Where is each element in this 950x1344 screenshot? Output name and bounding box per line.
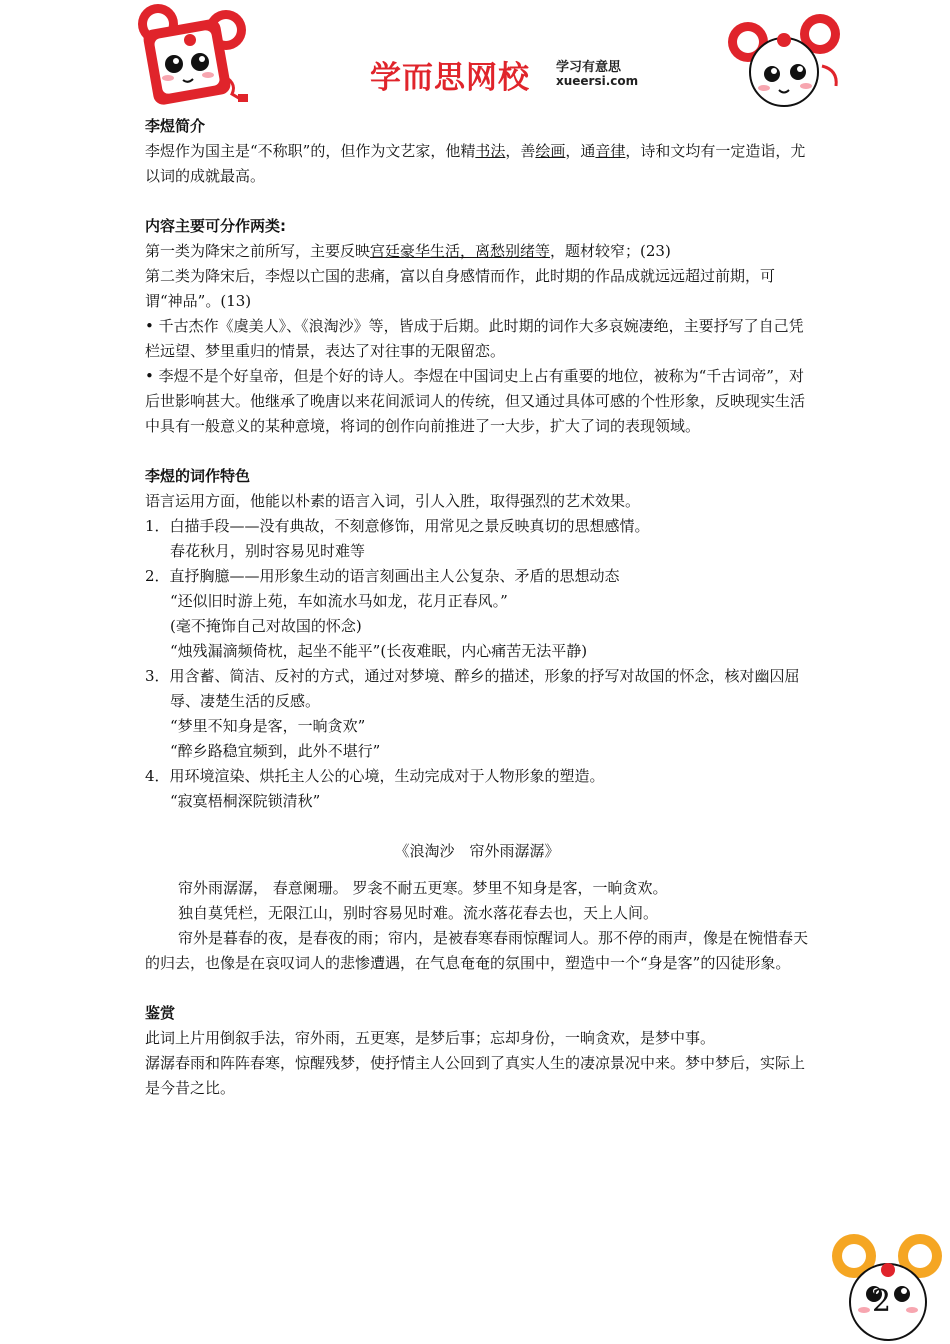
content-line-1-text: 第一类为降宋之前所写，主要反映 xyxy=(145,242,371,260)
poem-title: 《浪淘沙 帘外雨潺潺》 xyxy=(394,842,560,860)
feature-item-3-example-1: “梦里不知身是客，一晌贪欢” xyxy=(170,717,366,735)
document-body xyxy=(145,114,809,1101)
feature-item-1-example: 春花秋月，别时容易见时难等 xyxy=(170,542,366,560)
section-title-features: 李煜的词作特色 xyxy=(145,467,251,485)
section-title-appreciation: 鉴赏 xyxy=(145,1004,176,1022)
appreciation-paragraph-1: 此词上片用倒叙手法，帘外雨，五更寒，是梦后事；忘却身份，一晌贪欢，是梦中事。 xyxy=(145,1029,716,1047)
intro-paragraph xyxy=(145,139,809,189)
intro-underline-music: 音律 xyxy=(595,142,626,160)
intro-underline-painting: 绘画 xyxy=(535,142,566,160)
brand-logo xyxy=(370,50,660,94)
poem-line-1: 帘外雨潺潺， 春意阑珊。 罗衾不耐五更寒。梦里不知身是客，一晌贪欢。 xyxy=(178,879,668,897)
feature-item-2-example-3: “烛残漏滴频倚枕，起坐不能平”(长夜难眠，内心痛苦无法平静) xyxy=(170,642,588,660)
logo-url: xueersi.com xyxy=(556,74,639,88)
logo-tagline: 学习有意思 xyxy=(556,60,622,75)
content-line-1-tail: ，题材较窄；(23) xyxy=(550,242,671,260)
feature-item-4: 4．用环境渲染、烘托主人公的心境，生动完成对于人物形象的塑造。 xyxy=(145,767,605,785)
section-title-intro: 李煜简介 xyxy=(145,117,206,135)
feature-item-2-example-1: “还似旧时游上苑，车如流水马如龙，花月正春风。” xyxy=(170,592,508,610)
feature-item-1: 1．白描手段——没有典故，不刻意修饰，用常见之景反映真切的思想感情。 xyxy=(145,517,650,535)
content-bullet-2: • 李煜不是个好皇帝，但是个好的诗人。李煜在中国词史上占有重要的地位，被称为“千古词帝”，对后世影响甚大。他继承了晚唐以来花间派词人的传统，但又通过具体可感的个性形象，反映现实生活中具有一般意义的某种意境，将词的创作向前推进了一大步，扩大了词的表现领域。 xyxy=(145,367,806,435)
intro-text-2: ，善 xyxy=(505,142,536,160)
appreciation-paragraph-2: 潺潺春雨和阵阵春寒，惊醒残梦，使抒情主人公回到了真实人生的凄凉景况中来。梦中梦后，实际上是今昔之比。 xyxy=(145,1054,806,1097)
intro-text-3: ，通 xyxy=(565,142,596,160)
feature-item-2: 2．直抒胸臆——用形象生动的语言刻画出主人公复杂、矛盾的思想动态 xyxy=(145,567,620,585)
logo-main-text: 学而思网校 xyxy=(370,60,530,96)
content-line-1 xyxy=(145,239,809,264)
intro-text-4: ，诗和文均有一定造诣，尤以词的成就最高。 xyxy=(145,142,806,185)
intro-underline-calligraphy: 书法 xyxy=(475,142,506,160)
feature-item-3: 3．用含蓄、简洁、反衬的方式，通过对梦境、醉乡的描述，形象的抒写对故国的怀念，核对幽囚屈辱、凄楚生活的反感。 xyxy=(145,667,800,710)
feature-item-2-example-2: (毫不掩饰自己对故国的怀念) xyxy=(170,617,362,635)
intro-text-1: 李煜作为国主是“不称职”的，但作为文艺家，他精 xyxy=(145,142,476,160)
mascot-right-image xyxy=(718,10,848,115)
mascot-bottom-image xyxy=(826,1222,950,1344)
page-number: 2 xyxy=(872,1284,892,1319)
poem-commentary: 帘外是暮春的夜，是春夜的雨；帘内，是被春寒春雨惊醒词人。那不停的雨声，像是在惋惜春天的归去，也像是在哀叹词人的悲惨遭遇，在气息奄奄的氛围中，塑造中一个“身是客”的囚徒形象。 xyxy=(145,929,809,972)
mascot-left-image xyxy=(128,2,258,107)
content-line-2: 第二类为降宋后，李煜以亡国的悲痛，富以自身感情而作，此时期的作品成就远远超过前期，可谓“神品”。(13) xyxy=(145,267,776,310)
feature-item-4-example-1: “寂寞梧桐深院锁清秋” xyxy=(170,792,321,810)
poem-line-2: 独自莫凭栏，无限江山，别时容易见时难。流水落花春去也，天上人间。 xyxy=(178,904,659,922)
content-line-1-underline: 宫廷豪华生活，离愁别绪等 xyxy=(370,242,551,260)
content-bullet-1: • 千古杰作《虞美人》、《浪淘沙》等，皆成于后期。此时期的词作大多哀婉凄绝，主要抒写了自己凭栏远望、梦里重归的情景，表达了对往事的无限留恋。 xyxy=(145,317,804,360)
feature-item-3-example-2: “醉乡路稳宜频到，此外不堪行” xyxy=(170,742,381,760)
section-title-content: 内容主要可分作两类: xyxy=(145,217,286,235)
features-intro: 语言运用方面，他能以朴素的语言入词，引人入胜，取得强烈的艺术效果。 xyxy=(145,492,641,510)
